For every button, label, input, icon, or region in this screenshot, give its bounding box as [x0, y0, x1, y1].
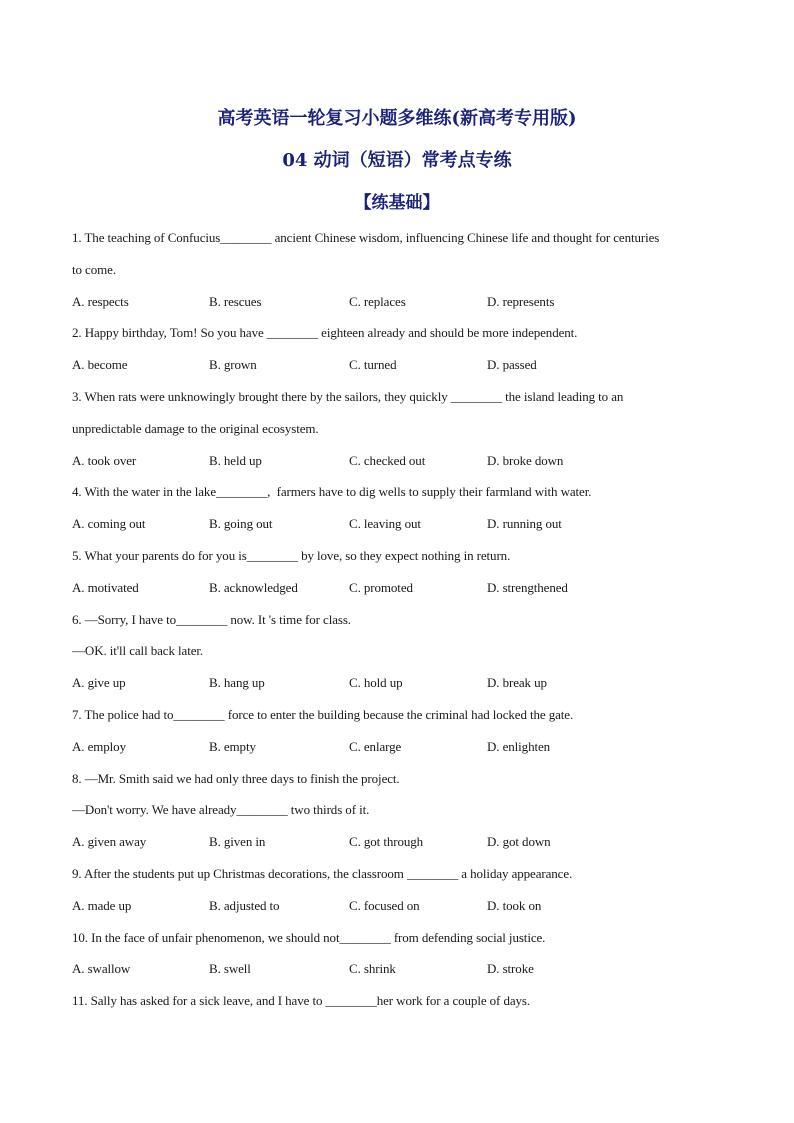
answer-options	[72, 731, 732, 763]
answer-option-d: D. strengthened	[487, 579, 568, 595]
answer-option-c: C. hold up	[349, 675, 403, 691]
answer-option-d: D. represents	[487, 293, 555, 309]
question-stem-continued: to come.	[72, 261, 116, 277]
question-stem: 1. The teaching of Confucius________ ancient Chinese wisdom, influencing Chinese life and thought for centuries	[72, 230, 660, 245]
answer-option-c: C. shrink	[349, 961, 396, 977]
answer-options	[72, 826, 732, 858]
answer-options	[72, 508, 732, 540]
question-stem: 11. Sally has asked for a sick leave, and I have to ________her work for a couple of days.	[72, 993, 531, 1009]
answer-option-c: C. promoted	[349, 579, 413, 595]
answer-option-b: B. grown	[209, 357, 257, 373]
question-item	[72, 985, 732, 1017]
answer-option-a: A. respects	[72, 293, 129, 309]
question-item	[72, 222, 732, 317]
question-stem: 3. When rats were unknowingly brought there by the sailors, they quickly ________ the island leading to an	[72, 388, 624, 404]
question-item	[72, 540, 732, 604]
answer-option-c: C. leaving out	[349, 516, 421, 532]
question-item	[72, 604, 732, 699]
answer-options	[72, 953, 732, 985]
answer-option-a: A. given away	[72, 834, 147, 850]
question-item	[72, 922, 732, 986]
question-stem: 9. After the students put up Christmas decorations, the classroom ________ a holiday appearance.	[72, 865, 573, 881]
answer-option-a: A. made up	[72, 897, 132, 913]
answer-options	[72, 349, 732, 381]
answer-option-c: C. checked out	[349, 452, 426, 468]
answer-option-c: C. focused on	[349, 897, 420, 913]
answer-option-d: D. broke down	[487, 452, 564, 468]
answer-option-a: A. swallow	[72, 961, 131, 977]
question-stem: 5. What your parents do for you is________ by love, so they expect nothing in return.	[72, 547, 511, 563]
question-item	[72, 763, 732, 858]
answer-options	[72, 890, 732, 922]
answer-option-a: A. become	[72, 357, 128, 373]
question-item	[72, 381, 732, 476]
answer-option-c: C. turned	[349, 357, 397, 373]
answer-option-d: D. stroke	[487, 961, 534, 977]
answer-option-a: A. coming out	[72, 516, 146, 532]
question-stem: 7. The police had to________ force to enter the building because the criminal had locked the gate.	[72, 706, 574, 722]
question-item	[72, 317, 732, 381]
document-subtitle: 04 动词（短语）常考点专练	[282, 150, 512, 171]
answer-option-d: D. break up	[487, 675, 547, 691]
answer-option-a: A. give up	[72, 675, 126, 691]
answer-option-b: B. swell	[209, 961, 251, 977]
answer-option-d: D. got down	[487, 834, 551, 850]
answer-option-b: B. going out	[209, 516, 273, 532]
answer-options	[72, 667, 732, 699]
answer-option-d: D. running out	[487, 516, 562, 532]
question-item	[72, 699, 732, 763]
question-stem: 2. Happy birthday, Tom! So you have ________ eighteen already and should be more independent.	[72, 325, 578, 341]
answer-option-c: C. got through	[349, 834, 424, 850]
answer-option-b: B. acknowledged	[209, 579, 298, 595]
question-list	[72, 222, 732, 1017]
question-stem: 8. —Mr. Smith said we had only three days to finish the project.	[72, 770, 400, 786]
question-stem-continued: unpredictable damage to the original ecosystem.	[72, 420, 319, 436]
document-title: 高考英语一轮复习小题多维练(新高考专用版)	[217, 108, 577, 129]
answer-option-b: B. hang up	[209, 675, 265, 691]
question-stem: 6. —Sorry, I have to________ now. It 's time for class.	[72, 611, 351, 627]
answer-option-a: A. took over	[72, 452, 137, 468]
answer-option-c: C. enlarge	[349, 738, 402, 754]
question-stem-continued: —OK. it'll call back later.	[72, 643, 204, 659]
answer-option-a: A. motivated	[72, 579, 139, 595]
answer-option-d: D. passed	[487, 357, 537, 373]
question-stem: 10. In the face of unfair phenomenon, we should not________ from defending social justice.	[72, 929, 546, 945]
answer-option-b: B. adjusted to	[209, 897, 280, 913]
question-stem-continued: —Don't worry. We have already________ two thirds of it.	[72, 802, 370, 818]
question-stem: 4. With the water in the lake________, farmers have to dig wells to supply their farmland with water.	[72, 484, 592, 500]
answer-options	[72, 572, 732, 604]
answer-option-b: B. held up	[209, 452, 262, 468]
answer-option-d: D. enlighten	[487, 738, 551, 754]
answer-option-d: D. took on	[487, 897, 542, 913]
answer-options	[72, 445, 732, 477]
answer-option-a: A. employ	[72, 738, 126, 754]
answer-option-b: B. empty	[209, 738, 256, 754]
answer-options	[72, 286, 732, 318]
answer-option-b: B. given in	[209, 834, 266, 850]
question-item	[72, 476, 732, 540]
answer-option-b: B. rescues	[209, 293, 262, 309]
answer-option-c: C. replaces	[349, 293, 406, 309]
question-item	[72, 858, 732, 922]
section-heading: 【练基础】	[354, 193, 440, 213]
